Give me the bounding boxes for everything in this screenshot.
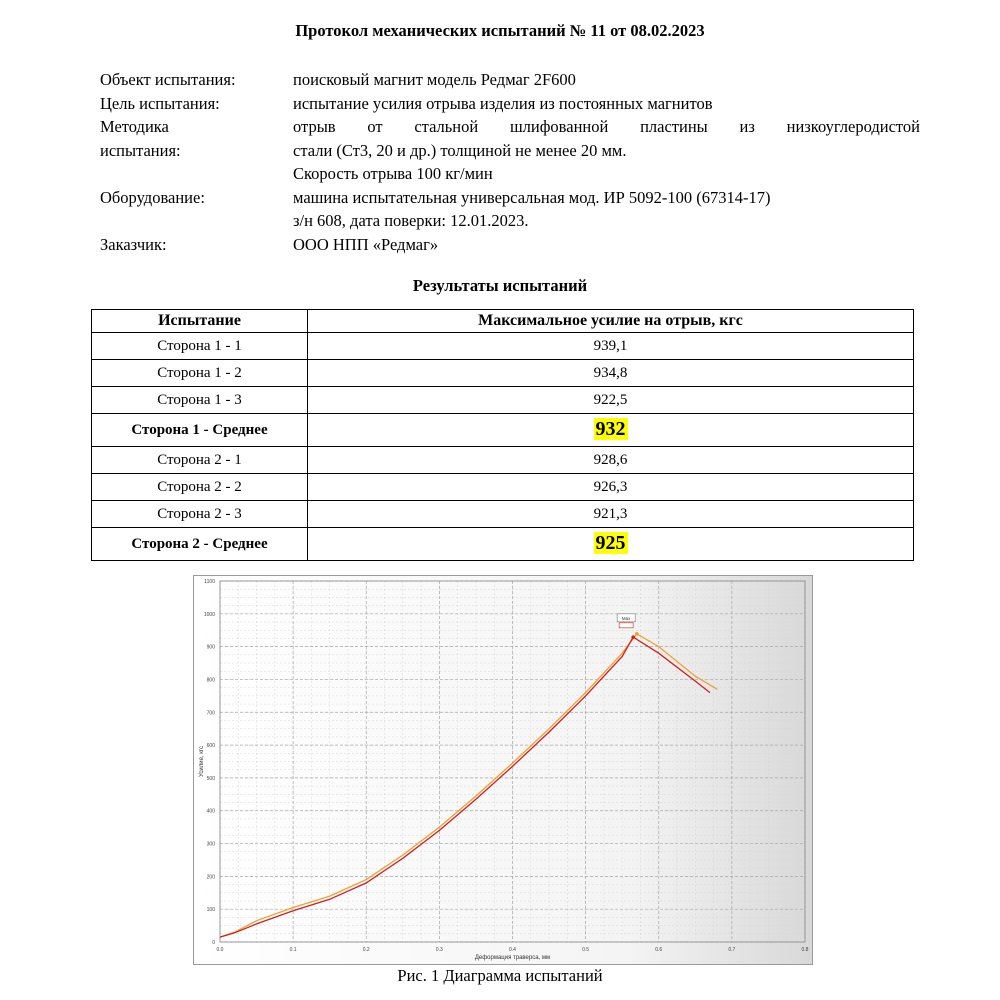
equipment-label: Оборудование:	[100, 187, 205, 207]
value-cell: 922,5	[308, 387, 914, 414]
test-cell: Сторона 2 - 3	[92, 501, 308, 528]
y-tick-label: 1000	[203, 611, 215, 618]
highlighted-average: 925	[595, 532, 626, 554]
annotation-label: Max	[621, 615, 631, 621]
equipment-value-line-2: з/н 608, дата поверки: 12.01.2023.	[293, 211, 529, 230]
info-row-customer	[100, 233, 920, 257]
test-chart	[193, 575, 813, 965]
test-cell: Сторона 1 - 2	[92, 360, 308, 387]
table-row	[92, 360, 914, 387]
info-row-equipment	[100, 186, 920, 233]
x-tick-label: 0.0	[216, 947, 224, 953]
annotation-box-secondary	[619, 623, 633, 628]
info-row-object	[100, 68, 920, 92]
table-row	[92, 447, 914, 474]
x-tick-label: 0.7	[728, 947, 736, 953]
y-tick-label: 700	[206, 710, 215, 717]
y-tick-label: 600	[206, 743, 215, 750]
chart-svg	[193, 575, 813, 965]
test-cell: Сторона 2 - 2	[92, 474, 308, 501]
y-tick-label: 500	[206, 775, 215, 782]
y-tick-label: 300	[206, 841, 215, 848]
y-tick-label: 1100	[204, 579, 215, 585]
method-label-line-1: Методика	[100, 117, 169, 136]
table-row-average	[92, 414, 914, 447]
peak-marker	[635, 632, 639, 636]
test-info	[100, 68, 920, 256]
customer-value: ООО НПП «Редмаг»	[293, 234, 439, 254]
peak-marker	[631, 635, 635, 639]
table-row	[92, 501, 914, 528]
value-cell	[308, 528, 914, 561]
table-row-average	[92, 528, 914, 561]
test-cell: Сторона 1 - Среднее	[92, 414, 308, 447]
table-row	[92, 387, 914, 414]
results-table	[91, 309, 914, 561]
method-value-line-2: стали (Ст3, 20 и др.) толщиной не менее 20 мм.	[293, 140, 627, 160]
y-axis-label: Усилие, кгс	[199, 746, 205, 777]
x-tick-label: 0.3	[435, 947, 443, 953]
test-cell: Сторона 2 - Среднее	[92, 528, 308, 561]
method-value	[293, 115, 920, 186]
value-cell: 934,8	[308, 360, 914, 387]
chart-frame	[194, 576, 813, 965]
header-test: Испытание	[92, 310, 308, 333]
x-tick-label: 0.4	[509, 947, 516, 953]
test-cell: Сторона 1 - 1	[92, 333, 308, 360]
value-cell	[308, 414, 914, 447]
test-cell: Сторона 1 - 3	[92, 387, 308, 414]
y-tick-label: 100	[206, 907, 215, 914]
value-cell: 928,6	[308, 447, 914, 474]
highlighted-average: 932	[595, 418, 626, 440]
value-cell: 921,3	[308, 501, 914, 528]
y-tick-label: 800	[206, 677, 215, 684]
y-tick-label: 400	[206, 808, 215, 815]
x-tick-label: 0.5	[582, 947, 590, 953]
x-tick-label: 0.6	[655, 947, 663, 953]
y-tick-label: 900	[206, 644, 215, 651]
equipment-value-line-1: машина испытательная универсальная мод. ИР 5092-100 (67314-17)	[293, 187, 771, 207]
customer-label: Заказчик:	[100, 234, 167, 254]
y-tick-label: 200	[206, 874, 215, 881]
method-label	[100, 115, 293, 186]
y-tick-label: 0	[212, 940, 215, 946]
object-label: Объект испытания:	[100, 70, 236, 89]
x-tick-label: 0.8	[801, 947, 809, 953]
x-tick-label: 0.2	[362, 947, 370, 953]
value-cell: 939,1	[308, 333, 914, 360]
equipment-value	[293, 186, 920, 233]
info-row-goal	[100, 92, 920, 116]
document-title: Протокол механических испытаний № 11 от 08.02.2023	[295, 21, 705, 40]
table-header-row	[92, 310, 914, 333]
test-cell: Сторона 2 - 1	[92, 447, 308, 474]
value-cell: 926,3	[308, 474, 914, 501]
object-value: поисковый магнит модель Редмаг 2F600	[293, 70, 576, 89]
goal-label: Цель испытания:	[100, 93, 220, 113]
x-axis-label: Деформация траверса, мм	[474, 955, 551, 961]
table-row	[92, 333, 914, 360]
method-label-line-2: испытания:	[100, 140, 181, 160]
method-value-line-3: Скорость отрыва 100 кг/мин	[293, 164, 493, 183]
results-title: Результаты испытаний	[412, 276, 588, 295]
goal-value: испытание усилия отрыва изделия из постоянных магнитов	[293, 93, 713, 113]
info-row-method	[100, 115, 920, 186]
method-value-line-1: отрыв от стальной шлифованной пластины из низкоуглеродистой	[293, 117, 920, 136]
x-tick-label: 0.1	[289, 947, 297, 953]
header-max-force: Максимальное усилие на отрыв, кгс	[308, 310, 914, 333]
table-row	[92, 474, 914, 501]
figure-caption: Рис. 1 Диаграмма испытаний	[397, 966, 603, 985]
